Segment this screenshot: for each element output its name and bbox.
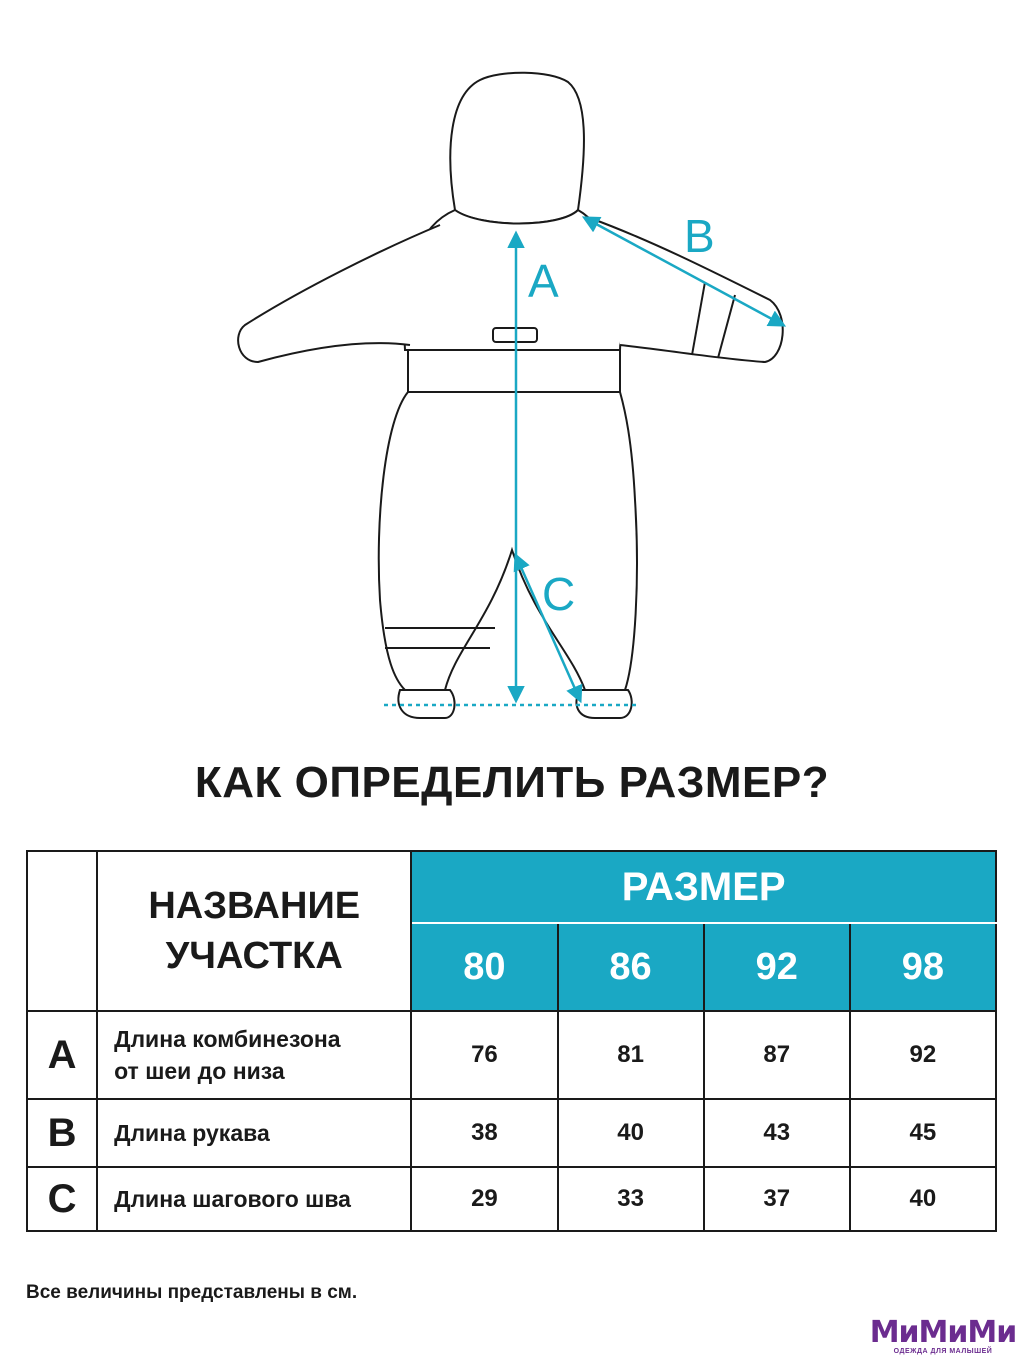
row-value: 43 [704,1099,850,1167]
row-letter: A [27,1011,97,1099]
label-b: B [684,210,715,262]
name-header-line1: НАЗВАНИЕ [148,885,361,927]
label-a: A [528,255,559,307]
footnote: Все величины представлены в см. [26,1282,358,1303]
table-row [27,1167,996,1231]
size-table [26,850,997,1232]
row-value: 40 [558,1099,704,1167]
table-row [27,1099,996,1167]
row-value: 76 [411,1011,557,1099]
row-name [97,1011,411,1099]
row-letter: C [27,1167,97,1231]
size-80: 80 [411,923,557,1011]
row-name: Длина рукава [97,1099,411,1167]
row-value: 45 [850,1099,996,1167]
row-value: 37 [704,1167,850,1231]
brand-logo [868,1315,1018,1355]
size-86: 86 [558,923,704,1011]
jumpsuit-outline [238,73,783,718]
row-value: 40 [850,1167,996,1231]
row-value: 33 [558,1167,704,1231]
row-value: 38 [411,1099,557,1167]
size-header: РАЗМЕР [411,851,996,923]
label-c: C [542,568,576,620]
row-name-line1: Длина комбинезона [114,1026,341,1052]
name-header-line2: УЧАСТКА [165,935,343,977]
row-name-line2: от шеи до низа [114,1058,285,1084]
corner-cell [27,851,97,1011]
name-header [97,851,411,1011]
page-title: КАК ОПРЕДЕЛИТЬ РАЗМЕР? [194,758,830,807]
row-value: 87 [704,1011,850,1099]
row-name: Длина шагового шва [97,1167,411,1231]
row-letter: B [27,1099,97,1167]
row-value: 29 [411,1167,557,1231]
brand-name: МиМиМи [869,1315,1017,1350]
table-row [27,1011,996,1099]
brand-tagline: ОДЕЖДА ДЛЯ МАЛЫШЕЙ [893,1348,993,1355]
row-value: 92 [850,1011,996,1099]
row-value: 81 [558,1011,704,1099]
size-92: 92 [704,923,850,1011]
size-98: 98 [850,923,996,1011]
